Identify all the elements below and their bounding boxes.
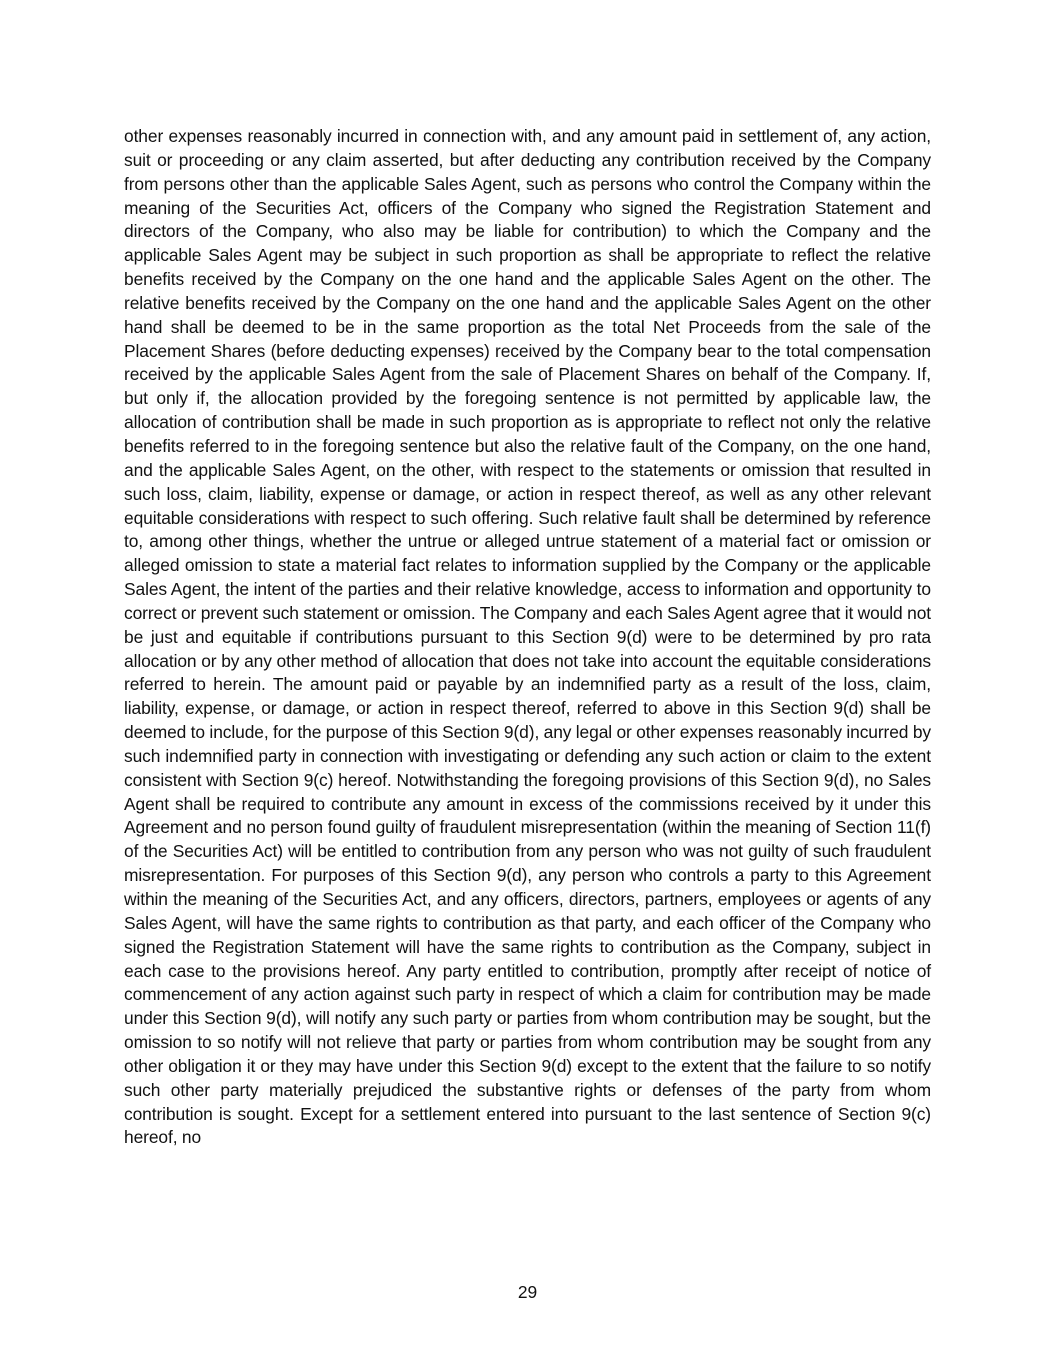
body-paragraph: other expenses reasonably incurred in connection with, and any amount paid in settlement of, any action, suit or proceeding or any claim asserted, but after deducting any contribution received by the Company from persons other than the applicable Sales Agent, such as persons who control the Company within the meaning of the Securities Act, officers of the Company who signed the Registration Statement and directors of the Company, who also may be liable for contribution) to which the Company and the applicable Sales Agent may be subject in such proportion as shall be appropriate to reflect the relative benefits received by the Company on the one hand and the applicable Sales Agent on the other. The relative benefits received by the Company on the one hand and the applicable Sales Agent on the other hand shall be deemed to be in the same proportion as the total Net Proceeds from the sale of the Placement Shares (before deducting expenses) received by the Company bear to the total compensation received by the applicable Sales Agent from the sale of Placement Shares on behalf of the Company. If, but only if, the allocation provided by the foregoing sentence is not permitted by applicable law, the allocation of contribution shall be made in such proportion as is appropriate to reflect not only the relative benefits referred to in the foregoing sentence but also the relative fault of the Company, on the one hand, and the applicable Sales Agent, on the other, with respect to the statements or omission that resulted in such loss, claim, liability, expense or damage, or action in respect thereof, as well as any other relevant equitable considerations with respect to such offering. Such relative fault shall be determined by reference to, among other things, whether the untrue or alleged untrue statement of a material fact or omission or alleged omission to state a material fact relates to information supplied by the Company or the applicable Sales Agent, the intent of the parties and their relative knowledge, access to information and opportunity to correct or prevent such statement or omission. The Company and each Sales Agent agree that it would not be just and equitable if contributions pursuant to this Section 9(d) were to be determined by pro rata allocation or by any other method of allocation that does not take into account the equitable considerations referred to herein. The amount paid or payable by an indemnified party as a result of the loss, claim, liability, expense, or damage, or action in respect thereof, referred to above in this Section 9(d) shall be deemed to include, for the purpose of this Section 9(d), any legal or other expenses reasonably incurred by such indemnified party in connection with investigating or defending any such action or claim to the extent consistent with Section 9(c) hereof. Notwithstanding the foregoing provisions of this Section 9(d), no Sales Agent shall be required to contribute any amount in excess of the commissions received by it under this Agreement and no person found guilty of fraudulent misrepresentation (within the meaning of Section 11(f) of the Securities Act) will be entitled to contribution from any person who was not guilty of such fraudulent misrepresentation. For purposes of this Section 9(d), any person who controls a party to this Agreement within the meaning of the Securities Act, and any officers, directors, partners, employees or agents of any Sales Agent, will have the same rights to contribution as that party, and each officer of the Company who signed the Registration Statement will have the same rights to contribution as the Company, subject in each case to the provisions hereof. Any party entitled to contribution, promptly after receipt of notice of commencement of any action against such party in respect of which a claim for contribution may be made under this Section 9(d), will notify any such party or parties from whom contribution may be sought, but the omission to so notify will not relieve that party or parties from whom contribution may be sought from any other obligation it or they may have under this Section 9(d) except to the extent that the failure to so notify such other party materially prejudiced the substantive rights or defenses of the party from whom contribution is sought. Except for a settlement entered into pursuant to the last sentence of Section 9(c) hereof, no [124, 126, 931, 1148]
page-number: 29 [517, 1282, 538, 1302]
